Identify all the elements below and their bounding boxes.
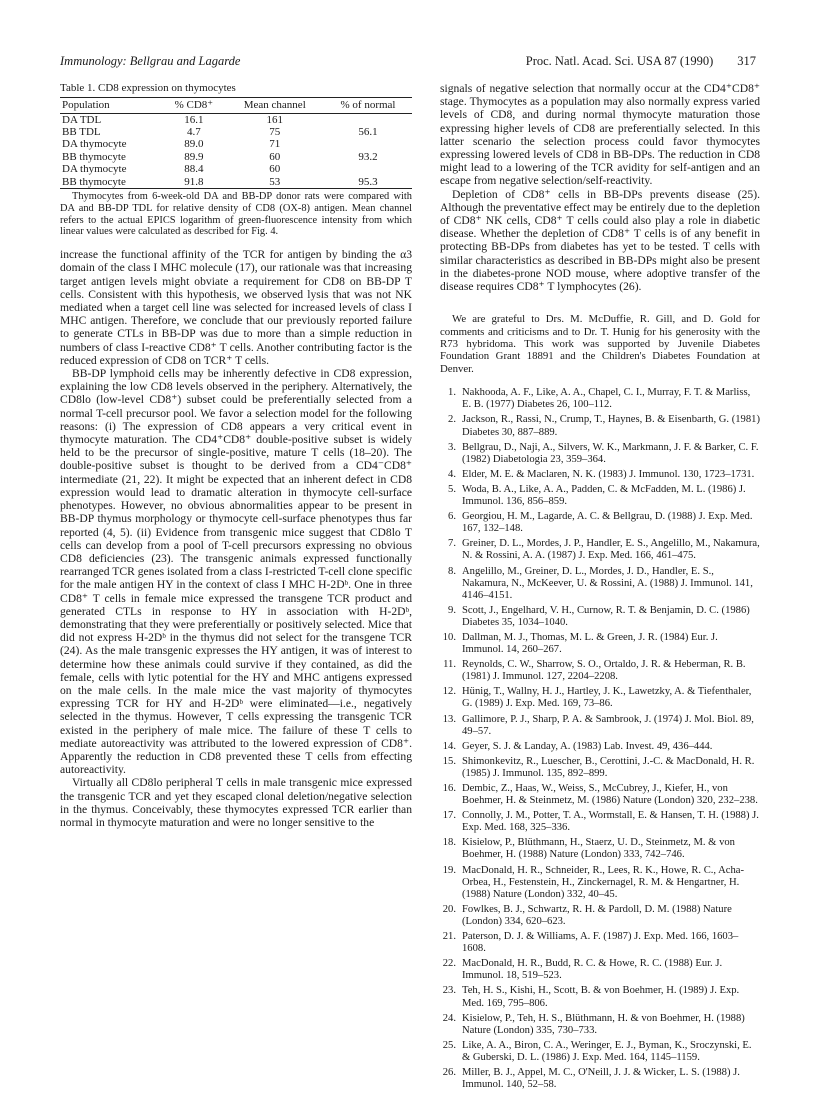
citation-text: Proc. Natl. Acad. Sci. USA 87 (1990) (525, 54, 714, 68)
reference-number: 18. (442, 837, 456, 849)
journal-citation (526, 54, 756, 69)
reference-item (440, 1013, 760, 1037)
reference-item (440, 414, 760, 438)
reference-text: Georgiou, H. M., Lagarde, A. C. & Bellgrau, D. (1988) J. Exp. Med. 167, 132–148. (462, 511, 753, 535)
table-cell: 53 (226, 176, 324, 189)
reference-item (440, 469, 760, 481)
reference-number: 25. (442, 1039, 456, 1051)
reference-text: Paterson, D. J. & Williams, A. F. (1987) J. Exp. Med. 166, 1603–1608. (462, 931, 739, 955)
reference-item (440, 837, 760, 861)
reference-text: Shimonkevitz, R., Luescher, B., Cerottini, J.-C. & MacDonald, H. R. (1985) J. Immunol. 135, 892–899. (462, 755, 755, 779)
reference-text: Scott, J., Engelhard, V. H., Curnow, R. T. & Benjamin, D. C. (1986) Diabetes 35, 1034–1040. (462, 604, 750, 628)
reference-text: Fowlkes, B. J., Schwartz, R. H. & Pardoll, D. M. (1988) Nature (London) 334, 620–623. (462, 903, 732, 927)
table-row (60, 138, 412, 150)
reference-text: Nakhooda, A. F., Like, A. A., Chapel, C. I., Murray, F. T. & Marliss, E. B. (1977) Diabetes 26, 100–112. (462, 387, 751, 411)
col-header: Population (60, 98, 162, 113)
table-row (60, 163, 412, 175)
reference-number: 12. (442, 686, 456, 698)
cd8-expression-table (60, 97, 412, 189)
reference-item (440, 605, 760, 629)
table-header-row (60, 98, 412, 113)
reference-number: 21. (442, 931, 456, 943)
reference-text: Dallman, M. J., Thomas, M. L. & Green, J. R. (1984) Eur. J. Immunol. 14, 260–267. (462, 631, 718, 656)
reference-text: Geyer, S. J. & Landay, A. (1983) Lab. Invest. 49, 436–444. (462, 740, 713, 752)
table-cell: DA thymocyte (62, 163, 127, 176)
reference-number: 7. (448, 538, 456, 550)
table-row (60, 126, 412, 138)
table-footnote: Thymocytes from 6-week-old DA and BB-DP donor rats were compared with DA and BB-DP TDL for relative density of CD8 (OX-8) antigen. Mean channel refers to the actual EPICS logarithm of green-fluorescence intensity from which linear values were calculated as described for Fig. 4. (60, 191, 412, 238)
reference-item (440, 1040, 760, 1064)
table-row (60, 151, 412, 163)
reference-text: Greiner, D. L., Mordes, J. P., Handler, E. S., Angelillo, M., Nakamura, N. & Rossini, A. A. (1987) J. Exp. Med. 166, 461–475. (462, 538, 760, 562)
table-cell: 91.8 (162, 176, 225, 189)
reference-number: 22. (442, 958, 456, 970)
reference-item (440, 714, 760, 738)
reference-item (440, 958, 760, 982)
reference-number: 2. (448, 414, 456, 426)
reference-item (440, 511, 760, 535)
reference-item (440, 904, 760, 928)
table-cell: 161 (266, 113, 283, 126)
col-header: Mean channel (226, 98, 324, 113)
reference-text: Angelillo, M., Greiner, D. L., Mordes, J. D., Handler, E. S., Nakamura, N., McKeever, U. & Rossini, A. (1988) J. Immunol. 141, 4146–4151. (462, 565, 753, 601)
reference-number: 11. (443, 659, 456, 671)
reference-text: Dembic, Z., Haas, W., Weiss, S., McCubrey, J., Kiefer, H., von Boehmer, H. & Steinmetz, M. (1986) Nature (London) 320, 232–238. (462, 783, 758, 807)
running-header (60, 54, 756, 72)
col-header: % CD8⁺ (162, 98, 225, 113)
reference-text: MacDonald, H. R., Budd, R. C. & Howe, R. C. (1988) Eur. J. Immunol. 18, 519–523. (462, 958, 723, 982)
reference-number: 10. (442, 631, 456, 643)
reference-number: 8. (448, 565, 456, 577)
body-paragraph: signals of negative selection that normally occur at the CD4⁺CD8⁺ stage. Thymocytes as a population may also normally express varied levels of CD8, and during normal thymocyte maturation those expressing higher levels of CD8 are preferentially selected. In this latter scenario the selection process could favor thymocytes expressing lowered levels of CD8 in BB-DPs. The reduction in CD8 might lead to a lowering of the TCR avidity for self-antigen and an escape from negative selection/self-reactivity. (440, 82, 760, 188)
reference-text: Kisielow, P., Teh, H. S., Blüthmann, H. & von Boehmer, H. (1988) Nature (London) 335, 730–733. (462, 1012, 745, 1036)
table-cell: 4.7 (186, 126, 201, 139)
table-cell (324, 113, 412, 126)
table-cell: 75 (269, 126, 281, 139)
reference-text: Reynolds, C. W., Sharrow, S. O., Ortaldo, J. R. & Heberman, R. B. (1981) J. Immunol. 127, 2204–2208. (462, 659, 746, 683)
reference-item (440, 632, 760, 656)
reference-number: 26. (442, 1066, 456, 1078)
reference-item (440, 985, 760, 1009)
reference-number: 17. (442, 810, 456, 822)
reference-item (440, 387, 760, 411)
reference-text: Gallimore, P. J., Sharp, P. A. & Sambrook, J. (1974) J. Mol. Biol. 89, 49–57. (462, 713, 754, 737)
left-column (60, 82, 412, 829)
table-cell: 89.0 (184, 138, 204, 151)
right-column (440, 82, 760, 1094)
reference-number: 6. (448, 511, 456, 523)
reference-text: Hünig, T., Wallny, H. J., Hartley, J. K., Lawetzky, A. & Tiefenthaler, G. (1989) J. Exp. Med. 169, 73–86. (462, 686, 752, 710)
reference-item (440, 865, 760, 901)
reference-item (440, 931, 760, 955)
table-cell: BB thymocyte (60, 176, 162, 189)
reference-text: Connolly, J. M., Potter, T. A., Wormstall, E. & Hansen, T. H. (1988) J. Exp. Med. 168, 325–336. (462, 810, 759, 834)
table-cell: 16.1 (184, 113, 204, 126)
body-paragraph: BB-DP lymphoid cells may be inherently defective in CD8 expression, explaining the low CD8 levels observed in the periphery. Alternatively, the CD8lo (low-level CD8⁺) subset could be preferentially selected from a normal T-cell precursor pool. We favor a selection model for the following reasons: (i) The expression of CD8 appears a very critical event in thymocyte maturation. The CD4⁺CD8⁺ double-positive subset is widely held to be the precursor of single-positive, mature T cells (18–20). The double-positive subset is thought to be derived from a CD4⁻CD8⁺ intermediate (21, 22). It might be expected that an inherent defect in CD8 expression would lead to dramatic alteration in thymocyte cell-surface phenotypes. However, no obvious abnormalities appear to be present in BB-DP thymus morphology or thymocyte cell-surface phenotypes thus far reported (4, 5). (ii) Evidence from transgenic mice suggest that CD8lo T cells can develop from a pool of T-cell precursors expressing no obvious CD8 deficiencies (23). The transgenic animals expressed functionally rearranged TCR genes isolated from a class I-restricted T-cell clone specific for the male antigen HY in the context of class I MHC H-2Dᵇ. One in three CD8⁺ T cells in female mice expressed the transgene TCR product and generated CTLs in response to HY in association with H-2Dᵇ, demonstrating that they were preferentially or positively selected. Mice that did not express H-2Dᵇ in the thymus did not select for the transgene TCR (24). As the male transgenic expresses the HY antigen, it was of interest to determine how these animals could survive if they contained, as did the female, cells with lytic potential for the HY and MHC antigens expressed on the male cells. In the male mice the vast majority of thymocytes expressing TCR for HY and H-2Dᵇ were eliminated—i.e., negatively selected in the thymus. However, T cells expressing the transgenic TCR existed in the periphery of male mice. The failure of these T cells to mediate autoreactivity was attributed to the lowered expression of CD8⁺. Apparently the reduction in CD8 prevented these T cells from effecting autoreactivity. (60, 367, 412, 777)
reference-text: Teh, H. S., Kishi, H., Scott, B. & von Boehmer, H. (1989) J. Exp. Med. 169, 795–806. (462, 985, 740, 1009)
reference-item (440, 741, 760, 753)
reference-number: 4. (448, 468, 456, 480)
table-cell: 71 (269, 138, 281, 151)
table-cell: DA TDL (62, 113, 102, 126)
table-cell: 56.1 (358, 126, 378, 139)
body-paragraph: increase the functional affinity of the TCR for antigen by binding the α3 domain of the class I MHC molecule (17), our rationale was that increasing target antigen levels might obviate a requirement for CD8 on BB-DP T cells. Consistent with this hypothesis, we observed lysis that was not NK mediated when a target cell line was selected for increased levels of class I MHC antigen. Therefore, we conclude that our previously reported failure to generate CTLs in BB-DP was due to more than a simple reduction in numbers of class I-reactive CD8⁺ T cells. Another contributing factor is the reduced expression of CD8 on TCR⁺ T cells. (60, 248, 412, 367)
table-cell: 88.4 (184, 163, 204, 176)
journal-section: Immunology: Bellgrau and Lagarde (60, 54, 241, 68)
table-cell: 93.2 (358, 150, 378, 163)
table-row (60, 176, 412, 189)
table-cell (324, 138, 412, 150)
table-cell: 60 (269, 150, 281, 163)
table-cell: 89.9 (184, 150, 204, 163)
body-paragraph: Depletion of CD8⁺ cells in BB-DPs prevents disease (25). Although the preventative effect may be entirely due to the depletion of CD8⁺ NK cells, CD8⁺ T cells could also play a role in diabetic disease. Whether the depletion of CD8⁺ T cells is of any benefit in protecting BB-DPs from diabetes has yet to be tested. T cells with similar characteristics as described in BB-DPs might also be present in the diabetes-prone NOD mouse, where adoptive transfer of the disease requires CD8⁺ T lymphocytes (26). (440, 187, 760, 294)
reference-item (440, 442, 760, 466)
table-cell: BB thymocyte (62, 150, 126, 163)
reference-number: 1. (448, 387, 456, 399)
reference-number: 5. (448, 483, 456, 495)
reference-number: 20. (442, 903, 456, 915)
table-cell: 95.3 (324, 176, 412, 189)
table-cell (324, 163, 412, 175)
reference-item (440, 484, 760, 508)
table-cell: 60 (269, 163, 281, 176)
reference-text: Jackson, R., Rassi, N., Crump, T., Haynes, B. & Eisenbarth, G. (1981) Diabetes 30, 887–889. (462, 414, 760, 438)
reference-number: 14. (442, 740, 456, 752)
reference-text: Elder, M. E. & Maclaren, N. K. (1983) J. Immunol. 130, 1723–1731. (462, 468, 755, 480)
reference-item (440, 756, 760, 780)
reference-number: 23. (442, 985, 456, 997)
reference-item (440, 810, 760, 834)
table-cell: DA thymocyte (62, 138, 127, 151)
reference-number: 19. (442, 864, 456, 876)
reference-list (440, 387, 760, 1091)
reference-text: Like, A. A., Biron, C. A., Weringer, E. J., Byman, K., Sroczynski, E. & Guberski, D. L. (1986) J. Exp. Med. 164, 1145–1159. (462, 1039, 752, 1063)
col-header: % of normal (324, 98, 412, 113)
reference-item (440, 566, 760, 602)
reference-item (440, 659, 760, 683)
reference-item (440, 1067, 760, 1091)
body-paragraph: Virtually all CD8lo peripheral T cells in male transgenic mice expressed the transgenic TCR and yet they escaped clonal deletion/negative selection in the thymus. Conceivably, these thymocytes expressed TCR earlier than normal in thymocyte maturation and were no longer sensitive to the (60, 776, 412, 829)
reference-text: Bellgrau, D., Naji, A., Silvers, W. K., Markmann, J. F. & Barker, C. F. (1982) Diabetologia 23, 359–364. (462, 441, 759, 465)
table-caption: Table 1. CD8 expression on thymocytes (60, 82, 236, 94)
reference-number: 3. (448, 441, 456, 453)
reference-item (440, 686, 760, 710)
reference-number: 13. (442, 713, 456, 725)
reference-text: Kisielow, P., Blüthmann, H., Staerz, U. D., Steinmetz, M. & von Boehmer, H. (1988) Nature (London) 333, 742–746. (462, 837, 735, 861)
reference-text: Miller, B. J., Appel, M. C., O'Neill, J. J. & Wicker, L. S. (1988) J. Immunol. 140, 52–58. (462, 1066, 740, 1091)
table-cell: BB TDL (62, 126, 101, 139)
reference-text: MacDonald, H. R., Schneider, R., Lees, R. K., Howe, R. C., Acha-Orbea, H., Festenstein, H., Zinckernagel, R. M. & Hengartner, H. (1988) Nature (London) 332, 40–45. (462, 864, 745, 900)
reference-number: 15. (442, 755, 456, 767)
reference-number: 24. (442, 1012, 456, 1024)
reference-item (440, 538, 760, 562)
reference-number: 16. (442, 783, 456, 794)
table-row (60, 113, 412, 126)
reference-item (440, 783, 760, 807)
page-number: 317 (737, 54, 756, 68)
acknowledgment: We are grateful to Drs. M. McDuffie, R. Gill, and D. Gold for comments and criticisms and to Dr. T. Hunig for his generosity with the R73 hybridoma. This work was supported by Juvenile Diabetes Foundation Grant 18891 and the Children's Diabetes Foundation at Denver. (440, 313, 760, 375)
reference-number: 9. (448, 604, 456, 616)
reference-text: Woda, B. A., Like, A. A., Padden, C. & McFadden, M. L. (1986) J. Immunol. 136, 856–859. (462, 483, 746, 508)
